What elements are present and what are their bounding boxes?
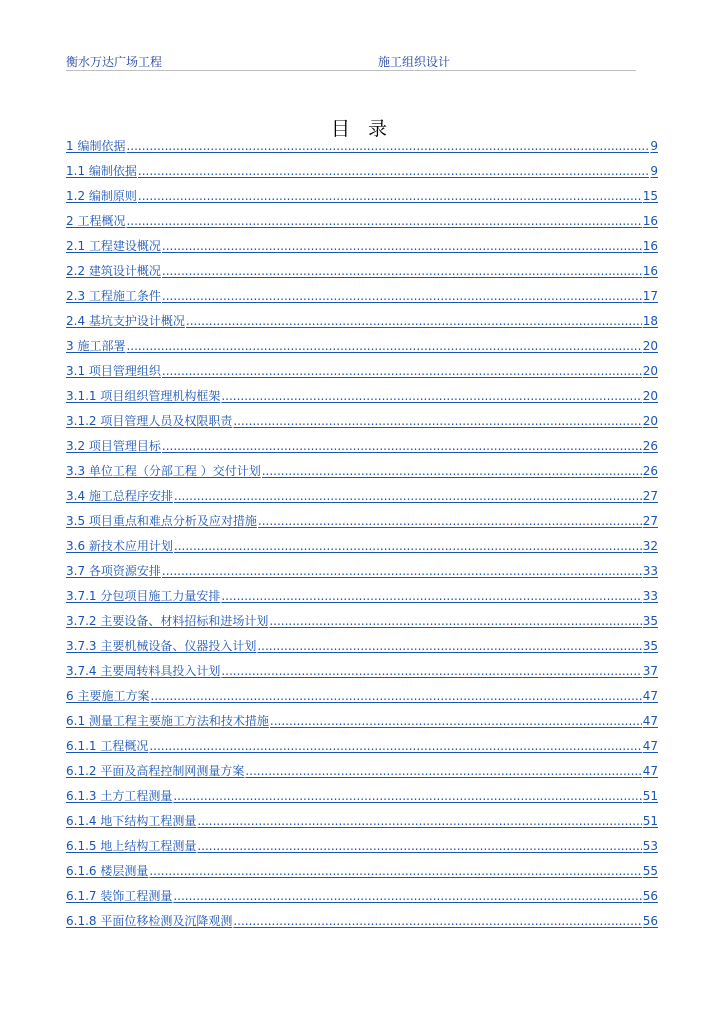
toc-dot-leader	[173, 889, 641, 903]
toc-entry-link[interactable]	[66, 186, 658, 211]
toc-entry-page-number: 27	[642, 514, 658, 528]
toc-entry-link[interactable]	[66, 386, 658, 411]
toc-entry-link[interactable]	[66, 761, 658, 786]
toc-entry-label: 3.4 施工总程序安排	[66, 489, 173, 503]
toc-entry-label: 6.1.7 装饰工程测量	[66, 889, 173, 903]
toc-dot-leader	[138, 164, 649, 178]
toc-entry-page-number: 20	[642, 414, 658, 428]
toc-entry-link[interactable]	[66, 236, 658, 261]
toc-entry-link[interactable]	[66, 511, 658, 536]
toc-entry-page-number: 9	[650, 139, 658, 153]
toc-entry-label: 6.1.5 地上结构工程测量	[66, 839, 197, 853]
toc-entry-link[interactable]	[66, 861, 658, 886]
toc-entry-label: 3.1.1 项目组织管理机构框架	[66, 389, 221, 403]
toc-entry-page-number: 33	[642, 564, 658, 578]
toc-dot-leader	[233, 914, 641, 928]
toc-entry-page-number: 33	[642, 589, 658, 603]
toc-entry-label: 1.2 编制原则	[66, 189, 137, 203]
toc-entry-label: 6.1.6 楼层测量	[66, 864, 149, 878]
toc-entry-label: 3.7 各项资源安排	[66, 564, 161, 578]
toc-dot-leader	[197, 839, 641, 853]
header-document-type: 施工组织设计	[378, 55, 451, 69]
toc-dot-leader	[258, 514, 642, 528]
toc-entry-page-number: 18	[642, 314, 658, 328]
toc-dot-leader	[162, 364, 642, 378]
toc-entry-link[interactable]	[66, 486, 658, 511]
toc-entry-label: 3.7.4 主要周转料具投入计划	[66, 664, 221, 678]
toc-entry-link[interactable]	[66, 736, 658, 761]
toc-dot-leader	[186, 314, 642, 328]
toc-dot-leader	[257, 639, 641, 653]
toc-entry-link[interactable]	[66, 336, 658, 361]
table-of-contents	[66, 136, 658, 936]
toc-entry-link[interactable]	[66, 611, 658, 636]
toc-entry-page-number: 9	[650, 164, 658, 178]
toc-entry-link[interactable]	[66, 836, 658, 861]
toc-entry-page-number: 35	[642, 639, 658, 653]
toc-dot-leader	[174, 539, 642, 553]
toc-entry-page-number: 32	[642, 539, 658, 553]
toc-entry-page-number: 47	[642, 739, 658, 753]
toc-entry-page-number: 47	[642, 689, 658, 703]
toc-entry-page-number: 47	[642, 714, 658, 728]
toc-entry-page-number: 51	[642, 789, 658, 803]
toc-entry-label: 3.1.2 项目管理人员及权限职责	[66, 414, 233, 428]
toc-entry-label: 6.1.3 土方工程测量	[66, 789, 173, 803]
toc-entry-page-number: 27	[642, 489, 658, 503]
toc-entry-link[interactable]	[66, 786, 658, 811]
toc-entry-page-number: 47	[642, 764, 658, 778]
toc-dot-leader	[126, 139, 649, 153]
toc-entry-label: 2.4 基坑支护设计概况	[66, 314, 185, 328]
toc-dot-leader	[162, 564, 642, 578]
toc-entry-label: 3.7.3 主要机械设备、仪器投入计划	[66, 639, 257, 653]
toc-entry-link[interactable]	[66, 136, 658, 161]
toc-dot-leader	[138, 189, 642, 203]
toc-dot-leader	[221, 589, 641, 603]
header-project-name: 衡水万达广场工程	[66, 55, 163, 69]
toc-dot-leader	[174, 489, 642, 503]
toc-dot-leader	[262, 464, 642, 478]
toc-entry-label: 1 编制依据	[66, 139, 126, 153]
toc-entry-label: 3.7.1 分包项目施工力量安排	[66, 589, 221, 603]
toc-entry-label: 3.7.2 主要设备、材料招标和进场计划	[66, 614, 269, 628]
toc-dot-leader	[269, 614, 641, 628]
toc-entry-link[interactable]	[66, 361, 658, 386]
toc-entry-page-number: 51	[642, 814, 658, 828]
toc-entry-label: 3.3 单位工程（分部工程 ）交付计划	[66, 464, 261, 478]
toc-dot-leader	[162, 289, 642, 303]
toc-dot-leader	[197, 814, 641, 828]
toc-entry-page-number: 26	[642, 464, 658, 478]
toc-entry-page-number: 35	[642, 614, 658, 628]
toc-entry-page-number: 56	[642, 914, 658, 928]
toc-entry-page-number: 20	[642, 339, 658, 353]
toc-entry-page-number: 56	[642, 889, 658, 903]
toc-dot-leader	[162, 239, 642, 253]
toc-entry-page-number: 16	[642, 214, 658, 228]
toc-entry-label: 3.6 新技术应用计划	[66, 539, 173, 553]
toc-dot-leader	[149, 864, 641, 878]
toc-entry-page-number: 20	[642, 364, 658, 378]
toc-entry-label: 6.1.4 地下结构工程测量	[66, 814, 197, 828]
toc-dot-leader	[162, 264, 642, 278]
toc-entry-link[interactable]	[66, 436, 658, 461]
toc-entry-link[interactable]	[66, 461, 658, 486]
toc-entry-page-number: 26	[642, 439, 658, 453]
toc-entry-label: 6.1 测量工程主要施工方法和技术措施	[66, 714, 269, 728]
toc-entry-label: 2 工程概况	[66, 214, 126, 228]
toc-entry-link[interactable]	[66, 911, 658, 936]
toc-entry-link[interactable]	[66, 686, 658, 711]
toc-dot-leader	[270, 714, 642, 728]
toc-entry-link[interactable]	[66, 561, 658, 586]
toc-entry-label: 2.2 建筑设计概况	[66, 264, 161, 278]
toc-entry-link[interactable]	[66, 411, 658, 436]
toc-entry-link[interactable]	[66, 211, 658, 236]
toc-dot-leader	[162, 439, 642, 453]
toc-title: 目 录	[330, 118, 394, 140]
toc-entry-page-number: 16	[642, 239, 658, 253]
toc-entry-label: 3.2 项目管理目标	[66, 439, 161, 453]
toc-entry-label: 6 主要施工方案	[66, 689, 150, 703]
toc-dot-leader	[126, 339, 641, 353]
toc-entry-label: 3.5 项目重点和难点分析及应对措施	[66, 514, 257, 528]
toc-entry-page-number: 55	[642, 864, 658, 878]
toc-entry-page-number: 17	[642, 289, 658, 303]
toc-dot-leader	[221, 664, 641, 678]
toc-entry-page-number: 37	[642, 664, 658, 678]
toc-entry-link[interactable]	[66, 811, 658, 836]
toc-entry-link[interactable]	[66, 661, 658, 686]
page-header	[66, 52, 636, 71]
toc-entry-label: 6.1.8 平面位移检测及沉降观测	[66, 914, 233, 928]
toc-entry-page-number: 53	[642, 839, 658, 853]
toc-dot-leader	[126, 214, 641, 228]
toc-dot-leader	[173, 789, 641, 803]
toc-dot-leader	[221, 389, 641, 403]
toc-entry-label: 6.1.1 工程概况	[66, 739, 149, 753]
toc-dot-leader	[149, 739, 641, 753]
toc-entry-label: 2.3 工程施工条件	[66, 289, 161, 303]
toc-entry-link[interactable]	[66, 886, 658, 911]
toc-entry-link[interactable]	[66, 636, 658, 661]
toc-entry-label: 3 施工部署	[66, 339, 126, 353]
toc-entry-link[interactable]	[66, 311, 658, 336]
toc-dot-leader	[233, 414, 641, 428]
toc-entry-link[interactable]	[66, 161, 658, 186]
toc-dot-leader	[150, 689, 641, 703]
toc-dot-leader	[245, 764, 641, 778]
toc-entry-link[interactable]	[66, 261, 658, 286]
toc-entry-label: 1.1 编制依据	[66, 164, 137, 178]
toc-entry-page-number: 15	[642, 189, 658, 203]
toc-entry-link[interactable]	[66, 536, 658, 561]
toc-entry-label: 6.1.2 平面及高程控制网测量方案	[66, 764, 245, 778]
toc-entry-page-number: 16	[642, 264, 658, 278]
toc-entry-label: 2.1 工程建设概况	[66, 239, 161, 253]
toc-entry-page-number: 20	[642, 389, 658, 403]
toc-entry-label: 3.1 项目管理组织	[66, 364, 161, 378]
toc-entry-link[interactable]	[66, 586, 658, 611]
toc-entry-link[interactable]	[66, 286, 658, 311]
toc-entry-link[interactable]	[66, 711, 658, 736]
